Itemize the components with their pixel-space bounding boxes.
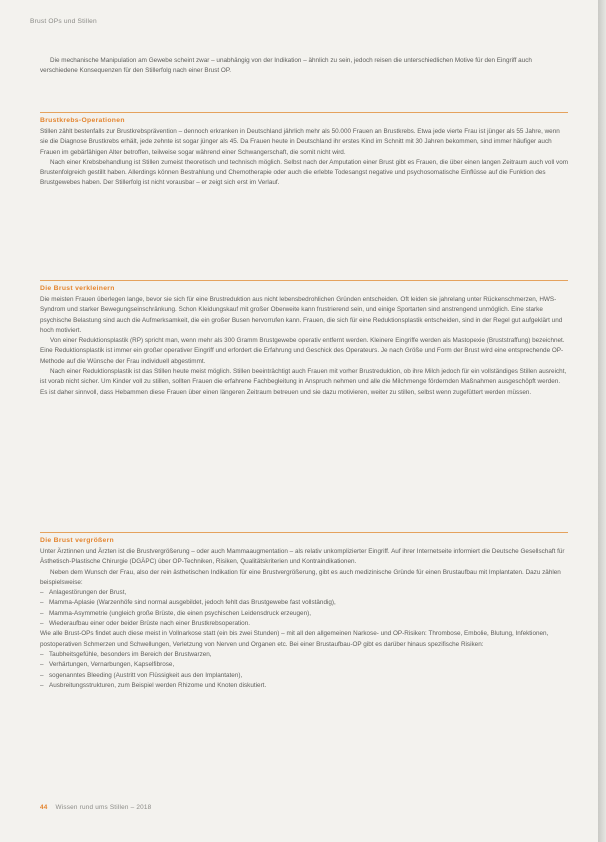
- body-paragraph: Die meisten Frauen überlegen lange, bevor sie sich für eine Brustreduktion aus nicht lebensbedrohlichen Gründen entscheiden. Oft leiden sie jahrelang unter Rückenschmerzen, HWS-Syndrom und starker Bewegungseinschränkung. Schon Kleidungskauf mit großer Oberweite kann frustrierend sein, und einige Sportarten sind anstrengend unmöglich. Eine starke psychische Belastung sind auch die Aufmerksamkeit, die ein großer Busen hervorrufen kann. Frauen, die sich für eine Reduktionsplastik entscheiden, sind in der Regel gut aufgeklärt und hoch motiviert.: [40, 296, 563, 334]
- section-heading: Brustkrebs-Operationen: [40, 117, 125, 124]
- section-heading: Die Brust verkleinern: [40, 285, 115, 292]
- list-item: – Taubheitsgefühle, besonders im Bereich der Brustwarzen,: [40, 650, 568, 660]
- list-item: – sogenanntes Bleeding (Austritt von Flüssigkeit aus den Implantaten),: [40, 671, 568, 681]
- page-edge-shadow: [598, 0, 606, 842]
- section-divider: [40, 532, 568, 533]
- body-paragraph: Nach einer Reduktionsplastik ist das Stillen heute meist möglich. Stillen beeinträchtigt auch Frauen mit vorher Brustreduktion, ob ihre Milch jedoch für ein vollständiges Stillen ausreicht, ist vorab nicht sicher. Um Kinder voll zu stillen, sollten Frauen die erfahrene Fachbegleitung in Anspruch nehmen und alle die Milchmenge fördernden Maßnahmen ausgeschöpft werden. Es ist daher sinnvoll, dass Hebammen diese Frauen über einen längeren Zeitraum betreuen und sie dazu motivieren, weiter zu stillen, selbst wenn zugefüttert werden müssen.: [40, 368, 567, 396]
- body-paragraph: Von einer Reduktionsplastik (RP) spricht man, wenn mehr als 300 Gramm Brustgewebe operativ entfernt werden. Kleinere Eingriffe werden als Mastopexie (Bruststraffung) bezeichnet. Eine Reduktionsplastik ist immer ein großer operativer Eingriff und erfordert die Erfahrung und Geschick des Operateurs. Je nach Größe und Form der Brust wird eine entsprechende OP-Methode auf die Wünsche der Frau individuell abgestimmt.: [40, 337, 565, 365]
- body-paragraph: Wie alle Brust-OPs findet auch diese meist in Vollnarkose statt (ein bis zwei Stunden) – mit all den allgemeinen Narkose- und OP-Risiken: Thrombose, Embolie, Blutung, Infektionen, postoperativen Schmerzen und Schwellungen, Verletzung von Nerven und Organen etc. Bei einer Brustaufbau-OP gibt es darüber hinaus spezifische Risiken:: [40, 630, 549, 648]
- body-paragraph: Neben dem Wunsch der Frau, also der rein ästhetischen Indikation für eine Brustvergrößerung, gibt es auch medizinische Gründe für einen Brustaufbau mit Implantaten. Dazu zählen beispielsweise:: [40, 568, 561, 586]
- list-item: – Wiederaufbau einer oder beider Brüste nach einer Brustkrebsoperation.: [40, 619, 568, 629]
- section-divider: [40, 280, 568, 281]
- page-number: 44: [40, 804, 48, 811]
- intro-block: [40, 56, 568, 77]
- risk-list: [40, 650, 568, 691]
- body-paragraph: Nach einer Krebsbehandlung ist Stillen zumeist theoretisch und technisch möglich. Selbst nach der Amputation einer Brust gibt es Frauen, die über einen langen Zeitraum auch voll vom Brustenfolgreich gestillt haben. Allerdings können Bestrahlung und Chemotherapie oder auch die erlebte Todesangst negative und psychosomatische Einflüsse auf die Funktion des Brustgewebes haben. Der Stillerfolg ist nicht vorausbar – er zeigt sich erst im Verlauf.: [40, 158, 569, 187]
- body-paragraph: Unter Ärztinnen und Ärzten ist die Brustvergrößerung – oder auch Mammaaugmentation – als relativ unkomplizierter Eingriff. Auf ihrer Internetseite informiert die Deutsche Gesellschaft für Ästhetisch-Plastische Chirurgie (DGÄPC) über OP-Techniken, Risiken, Qualitätskriterien und Kontraindikationen.: [40, 548, 565, 566]
- indication-list: [40, 588, 568, 629]
- body-paragraph: Stillen zählt bestenfalls zur Brustkrebsprävention – dennoch erkranken in Deutschland jährlich mehr als 50.000 Frauen an Brustkrebs. Etwa jede vierte Frau ist jünger als 55 Jahre, wenn sie die Diagnose Brustkrebs erhält, jede zehnte ist sogar jünger als 45. Da Frauen heute in Deutschland ihr erstes Kind im Schnitt mit 30 Jahren bekommen, sind immer häufiger auch Frauen im gebärfähigen Alter betroffen, teilweise sogar während einer Schwangerschaft, die somit nicht wird.: [40, 128, 560, 156]
- running-head: Brust OPs und Stillen: [30, 18, 97, 25]
- list-item: – Mamma-Asymmetrie (ungleich große Brüste, die einen psychischen Leidensdruck erzeugen),: [40, 609, 568, 619]
- section-breast-augmentation: [40, 532, 568, 691]
- page-footer: [40, 804, 151, 811]
- list-item: – Mamma-Aplasie (Warzenhöfe sind normal ausgebildet, jedoch fehlt das Brustgewebe fast vollständig),: [40, 598, 568, 608]
- list-item: – Verhärtungen, Vernarbungen, Kapselfibrose,: [40, 660, 568, 670]
- list-item: – Ausbreitungsstrukturen, zum Beispiel werden Rhizome und Knoten diskutiert.: [40, 681, 568, 691]
- intro-paragraph: Die mechanische Manipulation am Gewebe scheint zwar – unabhängig von der Indikation – ähnlich zu sein, jedoch reisen die unterschiedlichen Motive für den Eingriff auch verschiedene Konsequenzen für den Stillerfolg nach einer Brust OP.: [40, 57, 532, 75]
- section-divider: [40, 112, 568, 113]
- section-breast-reduction: [40, 280, 568, 398]
- footer-title: Wissen rund ums Stillen – 2018: [55, 804, 152, 811]
- section-heading: Die Brust vergrößern: [40, 537, 114, 544]
- list-item: – Anlagestörungen der Brust,: [40, 588, 568, 598]
- section-breast-cancer: [40, 112, 568, 189]
